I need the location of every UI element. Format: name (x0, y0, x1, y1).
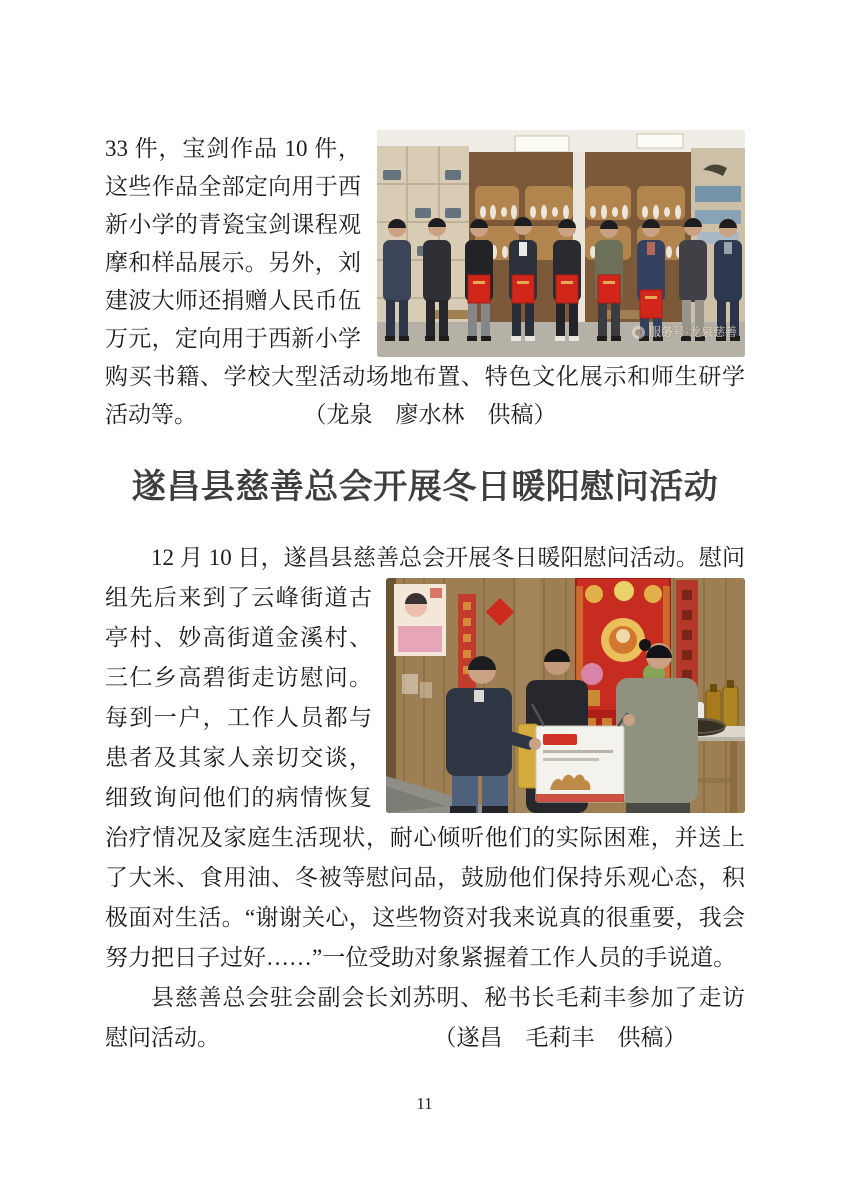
page-number: 11 (416, 1094, 433, 1113)
article2-credit: （遂昌 毛莉丰 供稿） (445, 1025, 687, 1050)
float-spacer (745, 538, 746, 578)
home-visit-photo-art (386, 578, 745, 813)
article2-paragraph1-text: 12 月 10 日，遂昌县慈善总会开展冬日暖阳慰问活动。慰问组先后来到了云峰街道古亭村、妙高街道金溪村、三仁乡高碧街走访慰问。每到一户，工作人员都与患者及其家人亲切交谈，细致询问他们的病情恢复治疗情况及家庭生活现状，耐心倾听他们的实际困难，并送上了大米、食用油、冬被等慰问品，鼓励他们保持乐观心态，积极面对生活。“谢谢关心，这些物资对我来说真的很重要，我会努力把日子过好……”一位受助对象紧握着工作人员的手说道。 (105, 545, 745, 970)
page-content (105, 0, 745, 1058)
photo-watermark-text: 服务号·龙泉慈善 (649, 325, 737, 339)
award-group-photo (377, 130, 745, 357)
photo-watermark (632, 313, 737, 351)
article1-credit: （龙泉 廖水林 供稿） (315, 402, 557, 427)
article2-paragraph-1 (105, 538, 745, 978)
article2-paragraph2-text: 县慈善总会驻会副会长刘苏明、秘书长毛莉丰参加了走访慰问活动。 (105, 985, 745, 1050)
service-account-icon (632, 326, 645, 339)
article2-paragraph-2 (105, 978, 745, 1058)
baby-poster (394, 584, 446, 656)
article1-paragraph (105, 130, 745, 434)
home-visit-photo (386, 578, 745, 813)
article2-title: 遂昌县慈善总会开展冬日暖阳慰问活动 (131, 468, 719, 506)
article1-text: 33 件，宝剑作品 10 件，这些作品全部定向用于西新小学的青瓷宝剑课程观摩和样品展示。另外，刘建波大师还捐赠人民币伍万元，定向用于西新小学购买书籍、学校大型活动场地布置、特色文化展示和师生研学活动等。 (105, 136, 745, 427)
